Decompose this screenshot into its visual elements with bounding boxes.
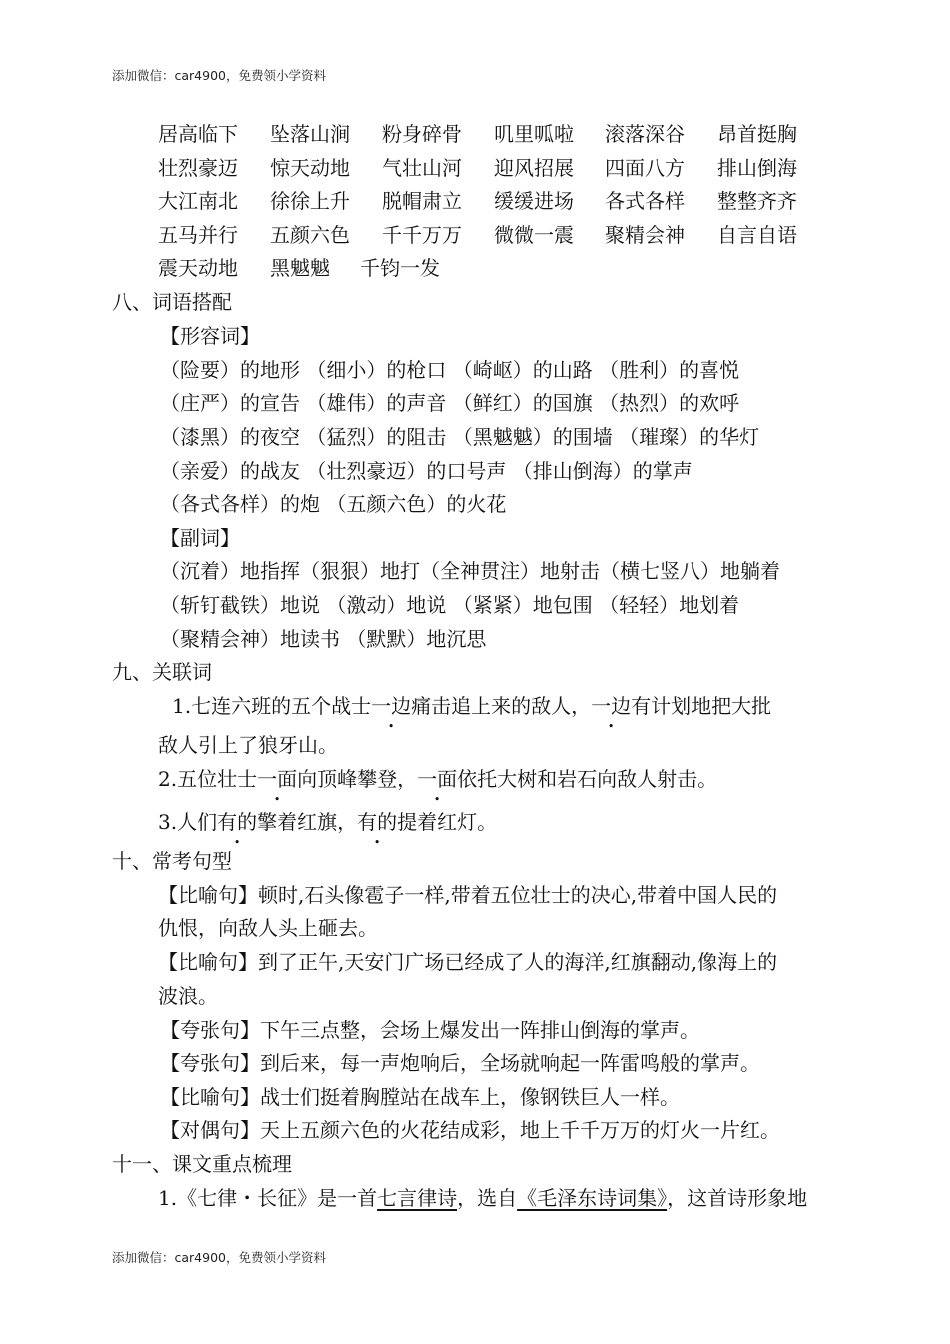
- section-10-title: 十、常考句型: [112, 849, 232, 873]
- sentence-text: 2.五位壮士: [158, 767, 258, 791]
- keyword: 有的: [217, 810, 258, 834]
- pattern-label: 【夸张句】: [160, 1018, 260, 1042]
- sentence-3: [158, 808, 497, 836]
- idiom: 脱帽肃立: [382, 189, 462, 214]
- idiom: 大江南北: [158, 189, 238, 214]
- sentence-1-cont: 敌人引上了狼牙山。: [158, 733, 338, 757]
- sentence-text: 向顶峰攀登，: [297, 767, 418, 791]
- sentence-pattern: [158, 948, 777, 976]
- sentence-text: 1.七连六班的五个战士: [172, 694, 372, 718]
- key-point-text: 1.《七律・长征》是一首: [158, 1186, 378, 1210]
- idiom: 整整齐齐: [717, 189, 797, 214]
- sentence-pattern: [160, 1116, 780, 1144]
- adj-line: （各式各样）的炮 （五颜六色）的火花: [160, 492, 507, 516]
- idiom: 气壮山河: [382, 155, 462, 180]
- sentence-pattern: [160, 1049, 760, 1077]
- pattern-label: 【比喻句】: [158, 950, 258, 974]
- underlined-term: 《毛泽东诗词集》: [517, 1186, 668, 1210]
- adv-line: （聚精会神）地读书 （默默）地沉思: [160, 627, 487, 651]
- adv-line: （沉着）地指挥（狠狠）地打（全神贯注）地射击（横七竖八）地躺着: [160, 559, 780, 583]
- idiom: 聚精会神: [605, 222, 685, 247]
- idiom: 昂首挺胸: [717, 122, 797, 146]
- sentence-pattern: [160, 1083, 680, 1111]
- pattern-text: 下午三点整，会场上爆发出一阵排山倒海的掌声。: [260, 1018, 700, 1042]
- idiom: 迎风招展: [494, 155, 574, 180]
- idiom: 微微一震: [494, 222, 574, 247]
- section-8-title: 八、词语搭配: [112, 290, 232, 314]
- underlined-term: 七言律诗: [377, 1186, 458, 1210]
- idiom: 排山倒海: [717, 155, 797, 180]
- footer-note: 添加微信：car4900，免费领小学资料: [112, 1250, 326, 1265]
- sentence-pattern: [158, 881, 777, 909]
- keyword: 一面: [257, 767, 298, 791]
- idiom: 壮烈豪迈: [158, 155, 238, 180]
- keyword: 一边: [371, 694, 412, 718]
- idiom: 五马并行: [158, 222, 238, 247]
- idiom: 自言自语: [717, 222, 797, 247]
- sentence-pattern-cont: 仇恨，向敌人头上砸去。: [158, 916, 378, 940]
- pattern-label: 【比喻句】: [158, 883, 258, 907]
- adj-line: （亲爱）的战友 （壮烈豪迈）的口号声 （排山倒海）的掌声: [160, 459, 693, 483]
- pattern-text: 战士们挺着胸膛站在战车上，像钢铁巨人一样。: [260, 1085, 680, 1109]
- idiom: 惊天动地: [270, 155, 350, 180]
- keyword: 一边: [591, 694, 632, 718]
- section-9-title: 九、关联词: [112, 660, 212, 684]
- idiom: 千钧一发: [360, 256, 440, 281]
- key-point-text: ，选自: [457, 1186, 518, 1210]
- sentence-text: 3.人们: [158, 810, 218, 834]
- idiom: 缓缓进场: [494, 189, 574, 214]
- sentence-text: 擎着红旗，: [257, 810, 358, 834]
- pattern-text: 到后来，每一声炮响后，全场就响起一阵雷鸣般的掌声。: [260, 1051, 760, 1075]
- header-note: 添加微信：car4900，免费领小学资料: [112, 68, 326, 83]
- adv-line: （斩钉截铁）地说 （激动）地说 （紧紧）地包围 （轻轻）地划着: [160, 593, 740, 617]
- pattern-text: 天上五颜六色的火花结成彩，地上千千万万的灯火一片红。: [260, 1118, 780, 1142]
- sentence-pattern: [160, 1016, 700, 1044]
- pattern-text: 顿时,石头像雹子一样,带着五位壮士的决心,带着中国人民的: [258, 883, 778, 907]
- sentence-pattern-cont: 波浪。: [158, 984, 218, 1008]
- idiom: 千千万万: [382, 222, 462, 247]
- pattern-text: 到了正午,天安门广场已经成了人的海洋,红旗翻动,像海上的: [258, 950, 778, 974]
- idiom: 四面八方: [605, 155, 685, 180]
- keyword: 有的: [357, 810, 398, 834]
- sentence-1: [172, 692, 850, 720]
- pattern-label: 【对偶句】: [160, 1118, 260, 1142]
- adv-label: 【副词】: [160, 526, 240, 550]
- pattern-label: 【比喻句】: [160, 1085, 260, 1109]
- adj-line: （漆黑）的夜空 （猛烈）的阻击 （黑魆魆）的围墙 （璀璨）的华灯: [160, 425, 760, 449]
- idiom: 叽里呱啦: [494, 122, 574, 146]
- sentence-text: 依托大树和岩石向敌人射击。: [457, 767, 718, 791]
- idiom: 居高临下: [158, 122, 238, 146]
- adj-line: （险要）的地形 （细小）的枪口 （崎岖）的山路 （胜利）的喜悦: [160, 358, 740, 382]
- sentence-text: 有计划地把大批: [631, 694, 772, 718]
- adj-line: （庄严）的宣告 （雄伟）的声音 （鲜红）的国旗 （热烈）的欢呼: [160, 391, 740, 415]
- idiom: 坠落山涧: [270, 122, 350, 146]
- idiom: 粉身碎骨: [382, 122, 462, 146]
- key-point-1: [158, 1184, 807, 1212]
- idiom: 震天动地: [158, 256, 238, 281]
- adj-label: 【形容词】: [160, 324, 260, 348]
- idiom: 五颜六色: [270, 222, 350, 247]
- sentence-text: 痛击追上来的敌人，: [411, 694, 592, 718]
- idiom: 徐徐上升: [270, 189, 350, 214]
- keyword: 一面: [417, 767, 458, 791]
- pattern-label: 【夸张句】: [160, 1051, 260, 1075]
- section-11-title: 十一、课文重点梳理: [112, 1152, 292, 1176]
- idiom: 各式各样: [605, 189, 685, 214]
- key-point-text: ，这首诗形象地: [667, 1186, 808, 1210]
- idiom: 黑魆魆: [270, 256, 330, 281]
- sentence-2: [158, 765, 717, 793]
- sentence-text: 提着红灯。: [397, 810, 498, 834]
- idiom: 滚落深谷: [605, 122, 685, 146]
